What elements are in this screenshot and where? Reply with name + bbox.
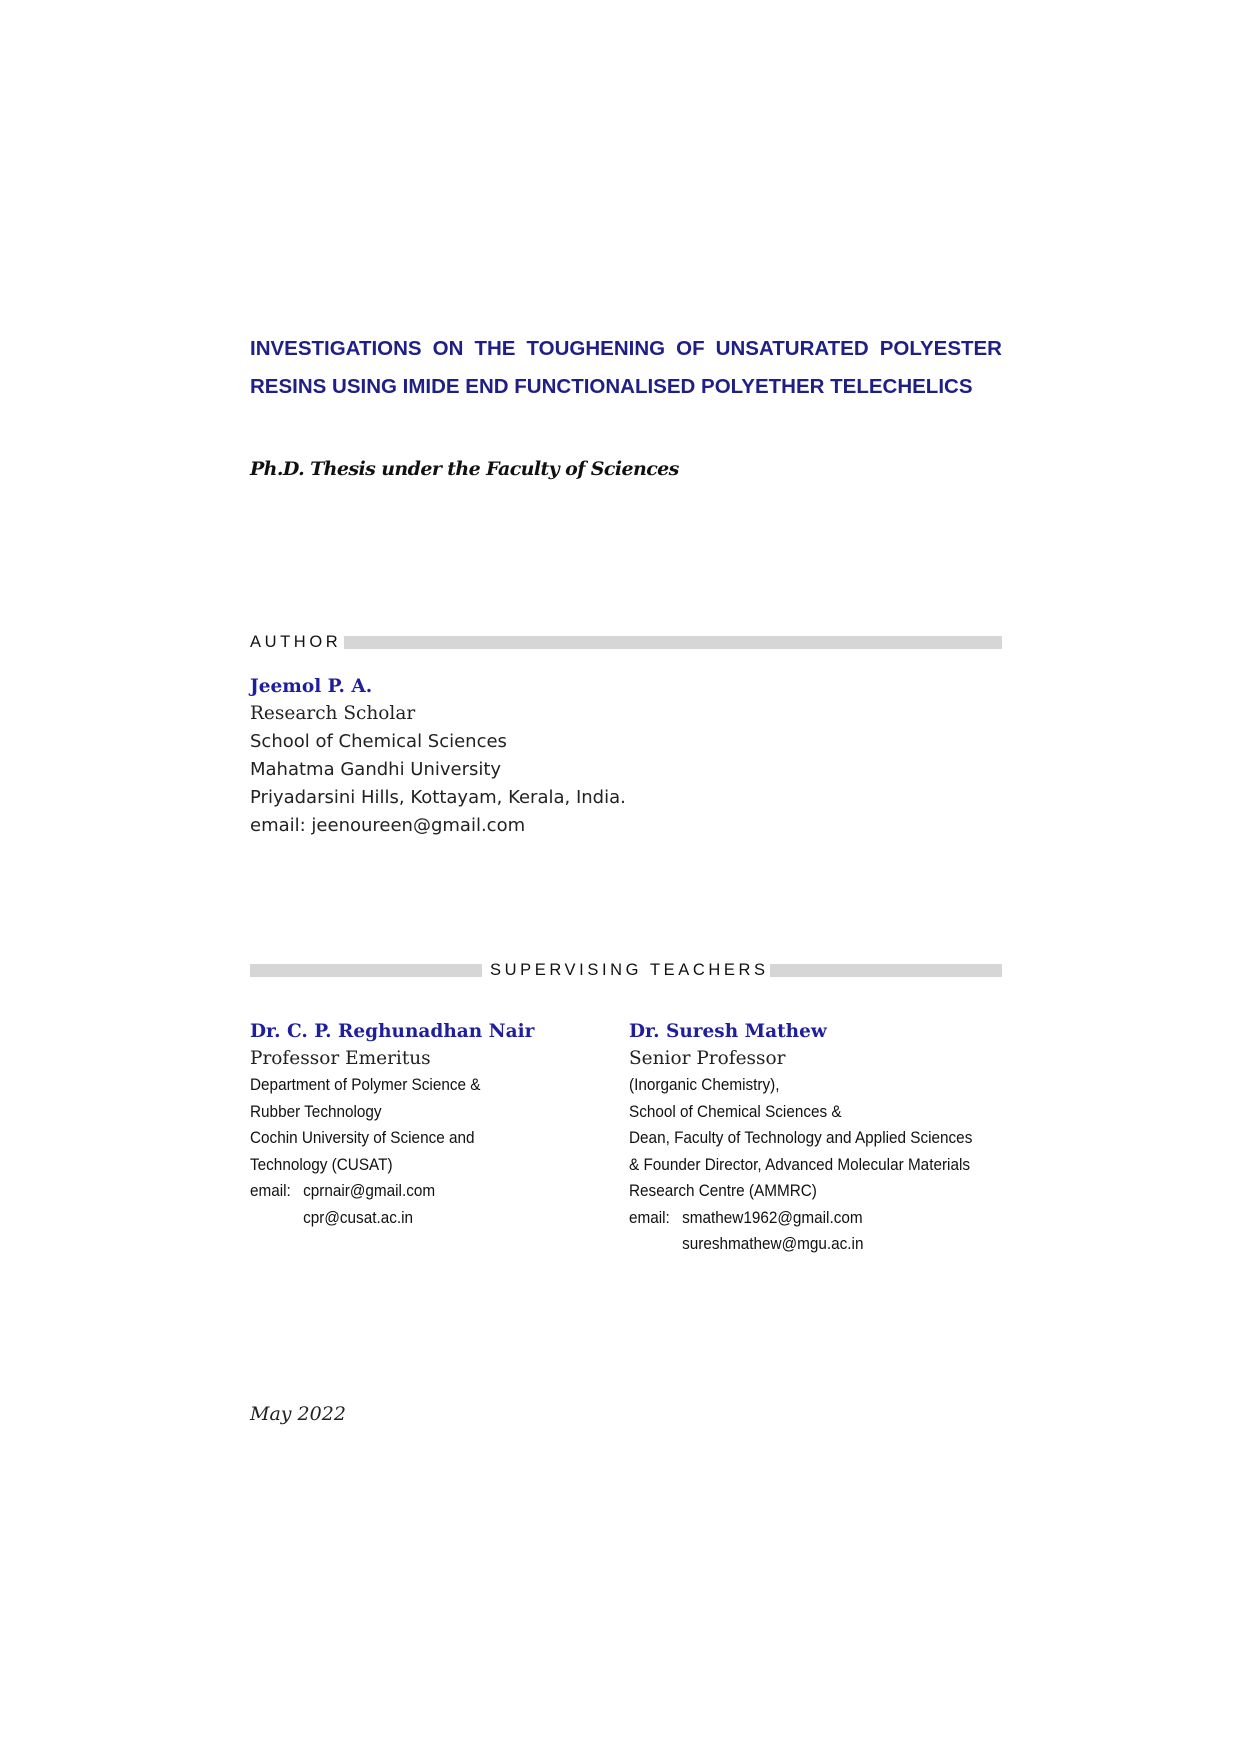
author-name: Jeemol P. A. bbox=[250, 676, 373, 697]
author-address: Priyadarsini Hills, Kottayam, Kerala, India. bbox=[250, 787, 626, 808]
supervisors-rule-left bbox=[250, 964, 482, 977]
author-section-rule bbox=[344, 636, 1002, 649]
author-block bbox=[250, 674, 626, 840]
thesis-title-line-1: INVESTIGATIONS ON THE TOUGHENING OF UNSATURATED POLYESTER bbox=[250, 337, 1002, 360]
supervisor-2 bbox=[629, 1018, 1011, 1258]
supervisors-section-header bbox=[250, 959, 1002, 981]
supervisor-2-line-2: School of Chemical Sciences & bbox=[629, 1101, 842, 1121]
submission-date: May 2022 bbox=[250, 1403, 346, 1425]
supervisor-2-line-3: Dean, Faculty of Technology and Applied Sciences bbox=[629, 1128, 973, 1147]
author-section-header bbox=[250, 631, 1002, 653]
supervisor-1-dept: Department of Polymer Science & bbox=[250, 1075, 481, 1094]
thesis-title-line-2: RESINS USING IMIDE END FUNCTIONALISED POLYETHER TELECHELICS bbox=[250, 375, 973, 398]
supervisor-2-email-label: email: bbox=[629, 1207, 670, 1227]
author-school: School of Chemical Sciences bbox=[250, 731, 507, 752]
supervisor-2-line-1: (Inorganic Chemistry), bbox=[629, 1075, 780, 1094]
supervisor-2-name: Dr. Suresh Mathew bbox=[629, 1021, 827, 1042]
supervisor-2-line-5: Research Centre (AMMRC) bbox=[629, 1181, 817, 1200]
thesis-title bbox=[250, 339, 1002, 398]
supervisor-1-email-row bbox=[250, 1178, 506, 1205]
supervisor-1-email-1: cprnair@gmail.com bbox=[303, 1181, 436, 1200]
supervisor-1-university: Cochin University of Science and bbox=[250, 1128, 475, 1147]
supervisor-1-title: Professor Emeritus bbox=[250, 1048, 431, 1069]
author-role: Research Scholar bbox=[250, 703, 416, 724]
supervisor-2-email-1: smathew1962@gmail.com bbox=[682, 1207, 863, 1227]
supervisor-2-title: Senior Professor bbox=[629, 1048, 786, 1069]
supervisor-2-email-row-2 bbox=[629, 1231, 972, 1258]
author-email: email: jeenoureen@gmail.com bbox=[250, 815, 526, 836]
supervisor-2-email-2: sureshmathew@mgu.ac.in bbox=[682, 1234, 864, 1253]
supervisor-1-email-row-2 bbox=[250, 1205, 506, 1232]
supervisor-1-email-label: email: bbox=[250, 1181, 291, 1200]
supervisor-2-line-4: & Founder Director, Advanced Molecular Materials bbox=[629, 1154, 971, 1174]
supervisor-1-university-cont: Technology (CUSAT) bbox=[250, 1154, 393, 1174]
supervisor-1 bbox=[250, 1018, 534, 1231]
supervisor-1-name: Dr. C. P. Reghunadhan Nair bbox=[250, 1021, 535, 1042]
author-university: Mahatma Gandhi University bbox=[250, 759, 502, 780]
supervisors-rule-right bbox=[770, 964, 1002, 977]
supervisor-2-email-row bbox=[629, 1205, 972, 1232]
supervisor-1-dept-cont: Rubber Technology bbox=[250, 1101, 382, 1121]
supervisors-section-label: SUPERVISING TEACHERS bbox=[490, 961, 769, 979]
author-section-label: AUTHOR bbox=[250, 633, 342, 651]
supervisor-1-email-2: cpr@cusat.ac.in bbox=[303, 1207, 414, 1227]
thesis-subtitle: Ph.D. Thesis under the Faculty of Sciences bbox=[250, 458, 679, 480]
